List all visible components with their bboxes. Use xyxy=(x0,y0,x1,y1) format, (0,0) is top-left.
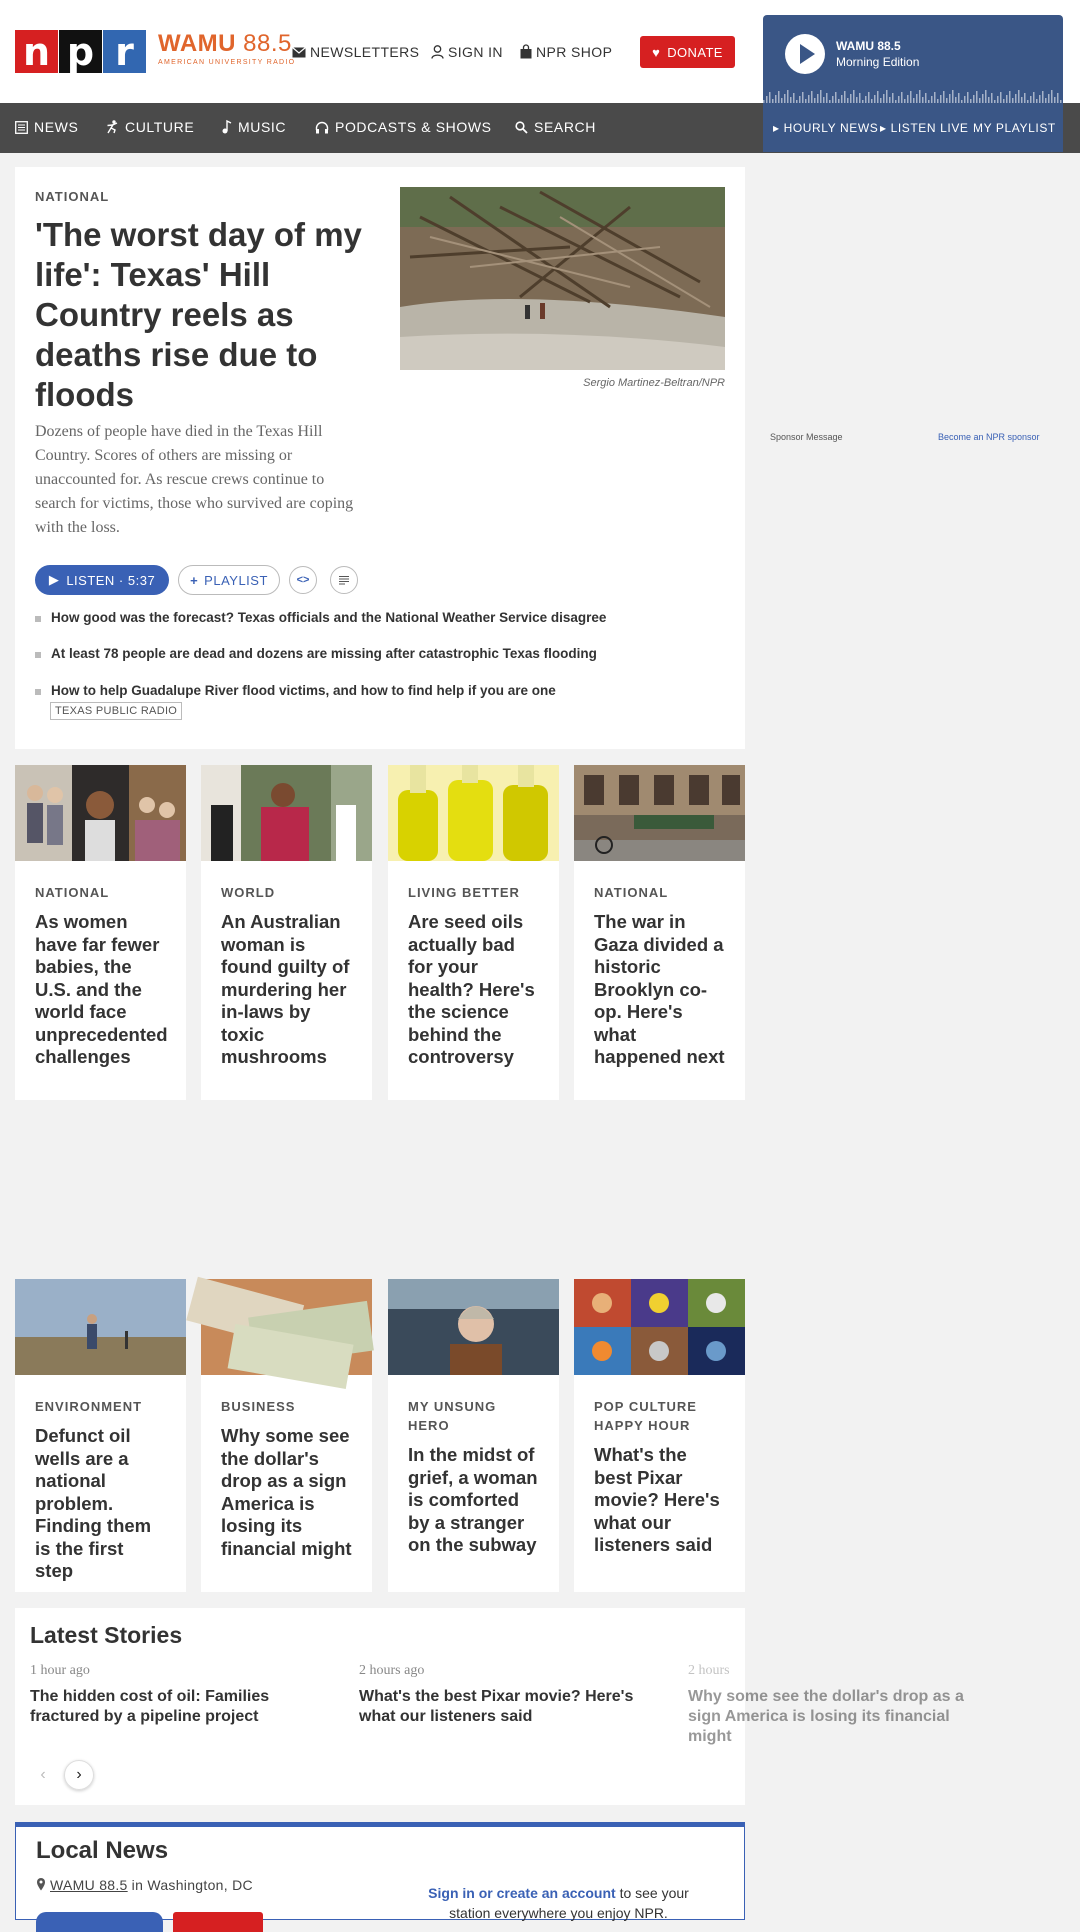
story-headline[interactable]: As women have far fewer babies, the U.S. and the world face unprecedented challenges xyxy=(35,911,168,1067)
previous-button[interactable] xyxy=(28,1760,58,1790)
latest-item[interactable] xyxy=(30,1663,320,1727)
nav-search[interactable]: SEARCH xyxy=(515,119,596,135)
story-tile[interactable] xyxy=(201,765,372,1100)
player-show: Morning Edition xyxy=(836,55,920,69)
music-note-icon xyxy=(222,120,232,134)
next-button[interactable] xyxy=(64,1760,94,1790)
transcript-icon xyxy=(338,575,350,586)
hourly-news-link[interactable]: ▸ HOURLY NEWS xyxy=(773,121,879,135)
search-icon xyxy=(515,121,528,134)
story-thumbnail[interactable] xyxy=(388,1279,559,1375)
local-donate-button[interactable] xyxy=(173,1912,263,1932)
nav-podcasts[interactable]: PODCASTS & SHOWS xyxy=(315,119,492,135)
add-to-playlist-button[interactable]: + PLAYLIST xyxy=(178,565,280,595)
story-headline[interactable]: Why some see the dollar's drop as a sign America is losing its financial might xyxy=(221,1425,352,1559)
story-thumbnail[interactable] xyxy=(574,765,745,861)
story-tile[interactable] xyxy=(574,765,745,1100)
latest-item[interactable] xyxy=(688,1663,978,1747)
story-headline[interactable]: What's the best Pixar movie? Here's what our listeners said xyxy=(594,1444,720,1555)
location-pin-icon xyxy=(36,1877,46,1891)
embed-button[interactable] xyxy=(289,566,317,594)
local-action-button[interactable] xyxy=(36,1912,163,1932)
sign-in-link[interactable]: Sign in or create an account xyxy=(428,1885,616,1901)
npr-logo[interactable]: n p r xyxy=(15,30,147,73)
image-credit: Sergio Martinez-Beltran/NPR xyxy=(583,377,725,389)
source-tag[interactable]: TEXAS PUBLIC RADIO xyxy=(50,702,182,720)
timestamp: 2 hours xyxy=(688,1663,730,1678)
latest-item[interactable] xyxy=(359,1663,649,1727)
story-slug[interactable]: ENVIRONMENT xyxy=(35,1399,143,1414)
story-thumbnail[interactable] xyxy=(15,1279,186,1375)
station-logo[interactable]: WAMU 88.5 AMERICAN UNIVERSITY RADIO xyxy=(158,30,296,66)
chevron-right-icon: › xyxy=(76,1766,82,1783)
my-playlist-link[interactable]: MY PLAYLIST xyxy=(973,121,1056,135)
listen-live-link[interactable]: ▸ LISTEN LIVE xyxy=(880,121,969,135)
local-news xyxy=(15,1822,745,1920)
story-thumbnail[interactable] xyxy=(388,765,559,861)
story-slug[interactable]: NATIONAL xyxy=(35,189,110,204)
npr-shop-link[interactable]: NPR SHOP xyxy=(520,44,612,60)
story-slug[interactable]: MY UNSUNG HERO xyxy=(408,1399,497,1433)
latest-stories xyxy=(15,1608,964,1805)
envelope-icon xyxy=(292,47,306,58)
story-headline[interactable]: An Australian woman is found guilty of murdering her in-laws by toxic mushrooms xyxy=(221,911,350,1067)
transcript-button[interactable] xyxy=(330,566,358,594)
story-thumbnail[interactable] xyxy=(201,1279,372,1375)
story-slug[interactable]: WORLD xyxy=(221,885,276,900)
related-link[interactable]: How to help Guadalupe River flood victims, and how to find help if you are one xyxy=(35,683,725,698)
nav-culture[interactable]: CULTURE xyxy=(106,119,194,135)
story-slug[interactable]: LIVING BETTER xyxy=(408,885,520,900)
sponsor-message-label: Sponsor Message xyxy=(770,432,843,442)
nav-music[interactable]: MUSIC xyxy=(222,119,286,135)
heart-icon: ♥ xyxy=(652,44,661,60)
donate-button[interactable]: ♥ DONATE xyxy=(640,36,735,68)
story-tile[interactable] xyxy=(15,1279,186,1592)
timestamp: 1 hour ago xyxy=(30,1663,90,1678)
story-thumbnail[interactable] xyxy=(15,765,186,861)
station-link[interactable]: WAMU 88.5 xyxy=(50,1877,128,1893)
player-station: WAMU 88.5 xyxy=(836,39,901,53)
latest-headline[interactable]: Why some see the dollar's drop as a sign America is losing its financial might xyxy=(688,1688,964,1745)
related-link[interactable]: At least 78 people are dead and dozens are missing after catastrophic Texas flooding xyxy=(35,646,725,661)
story-headline[interactable]: The war in Gaza divided a historic Brooklyn co-op. Here's what happened next xyxy=(594,911,725,1067)
story-headline[interactable]: 'The worst day of my life': Texas' Hill Country reels as deaths rise due to floods xyxy=(35,216,362,413)
station-location: WAMU 88.5 in Washington, DC xyxy=(36,1877,253,1893)
sign-in-prompt: Sign in or create an account to see your station everywhere you enjoy NPR. xyxy=(428,1885,689,1921)
live-player xyxy=(763,15,1063,152)
story-thumbnail[interactable] xyxy=(201,765,372,861)
story-headline[interactable]: Defunct oil wells are a national problem. Finding them is the first step xyxy=(35,1425,152,1581)
sign-in-link[interactable]: SIGN IN xyxy=(431,44,503,60)
story-image[interactable] xyxy=(400,187,725,370)
featured-story xyxy=(15,167,745,749)
nav-news[interactable]: NEWS xyxy=(15,119,78,135)
plus-icon: + xyxy=(190,572,199,588)
related-link[interactable]: How good was the forecast? Texas officials and the National Weather Service disagree xyxy=(35,610,725,625)
timestamp: 2 hours ago xyxy=(359,1663,425,1678)
section-heading: Local News xyxy=(36,1837,169,1864)
story-slug[interactable]: NATIONAL xyxy=(35,885,110,900)
story-tile[interactable] xyxy=(201,1279,372,1592)
listen-button[interactable]: ▶ LISTEN · 5:37 xyxy=(35,565,169,595)
story-tile[interactable] xyxy=(15,765,186,1100)
story-slug[interactable]: NATIONAL xyxy=(594,885,669,900)
user-icon xyxy=(431,45,444,59)
newspaper-icon xyxy=(15,121,28,134)
story-slug[interactable]: POP CULTURE HAPPY HOUR xyxy=(594,1399,697,1433)
latest-headline[interactable]: What's the best Pixar movie? Here's what our listeners said xyxy=(359,1688,634,1725)
story-slug[interactable]: BUSINESS xyxy=(221,1399,296,1414)
section-heading: Latest Stories xyxy=(30,1622,183,1648)
become-sponsor-link[interactable]: Become an NPR sponsor xyxy=(938,432,1040,442)
story-thumbnail[interactable] xyxy=(574,1279,745,1375)
audio-wave-graphic xyxy=(763,87,1063,103)
story-tile[interactable] xyxy=(388,765,559,1100)
chevron-left-icon: ‹ xyxy=(40,1766,46,1783)
story-teaser: Dozens of people have died in the Texas Hill Country. Scores of others are missing or unaccounted for. As rescue crews continue to search for victims, those who survived are coping with the loss. xyxy=(35,423,354,536)
shopping-bag-icon xyxy=(520,45,532,59)
story-tile[interactable] xyxy=(388,1279,559,1592)
story-headline[interactable]: Are seed oils actually bad for your health? Here's the science behind the controversy xyxy=(408,911,535,1067)
story-headline[interactable]: In the midst of grief, a woman is comforted by a stranger on the subway xyxy=(408,1444,538,1555)
headphones-icon xyxy=(315,121,329,134)
play-icon[interactable] xyxy=(785,34,825,74)
code-icon: <> xyxy=(296,574,310,586)
dancer-icon xyxy=(106,120,119,134)
story-tile[interactable] xyxy=(574,1279,745,1592)
play-icon: ▶ xyxy=(48,572,60,587)
newsletters-link[interactable]: NEWSLETTERS xyxy=(292,44,419,60)
latest-headline[interactable]: The hidden cost of oil: Families fractured by a pipeline project xyxy=(30,1688,270,1725)
